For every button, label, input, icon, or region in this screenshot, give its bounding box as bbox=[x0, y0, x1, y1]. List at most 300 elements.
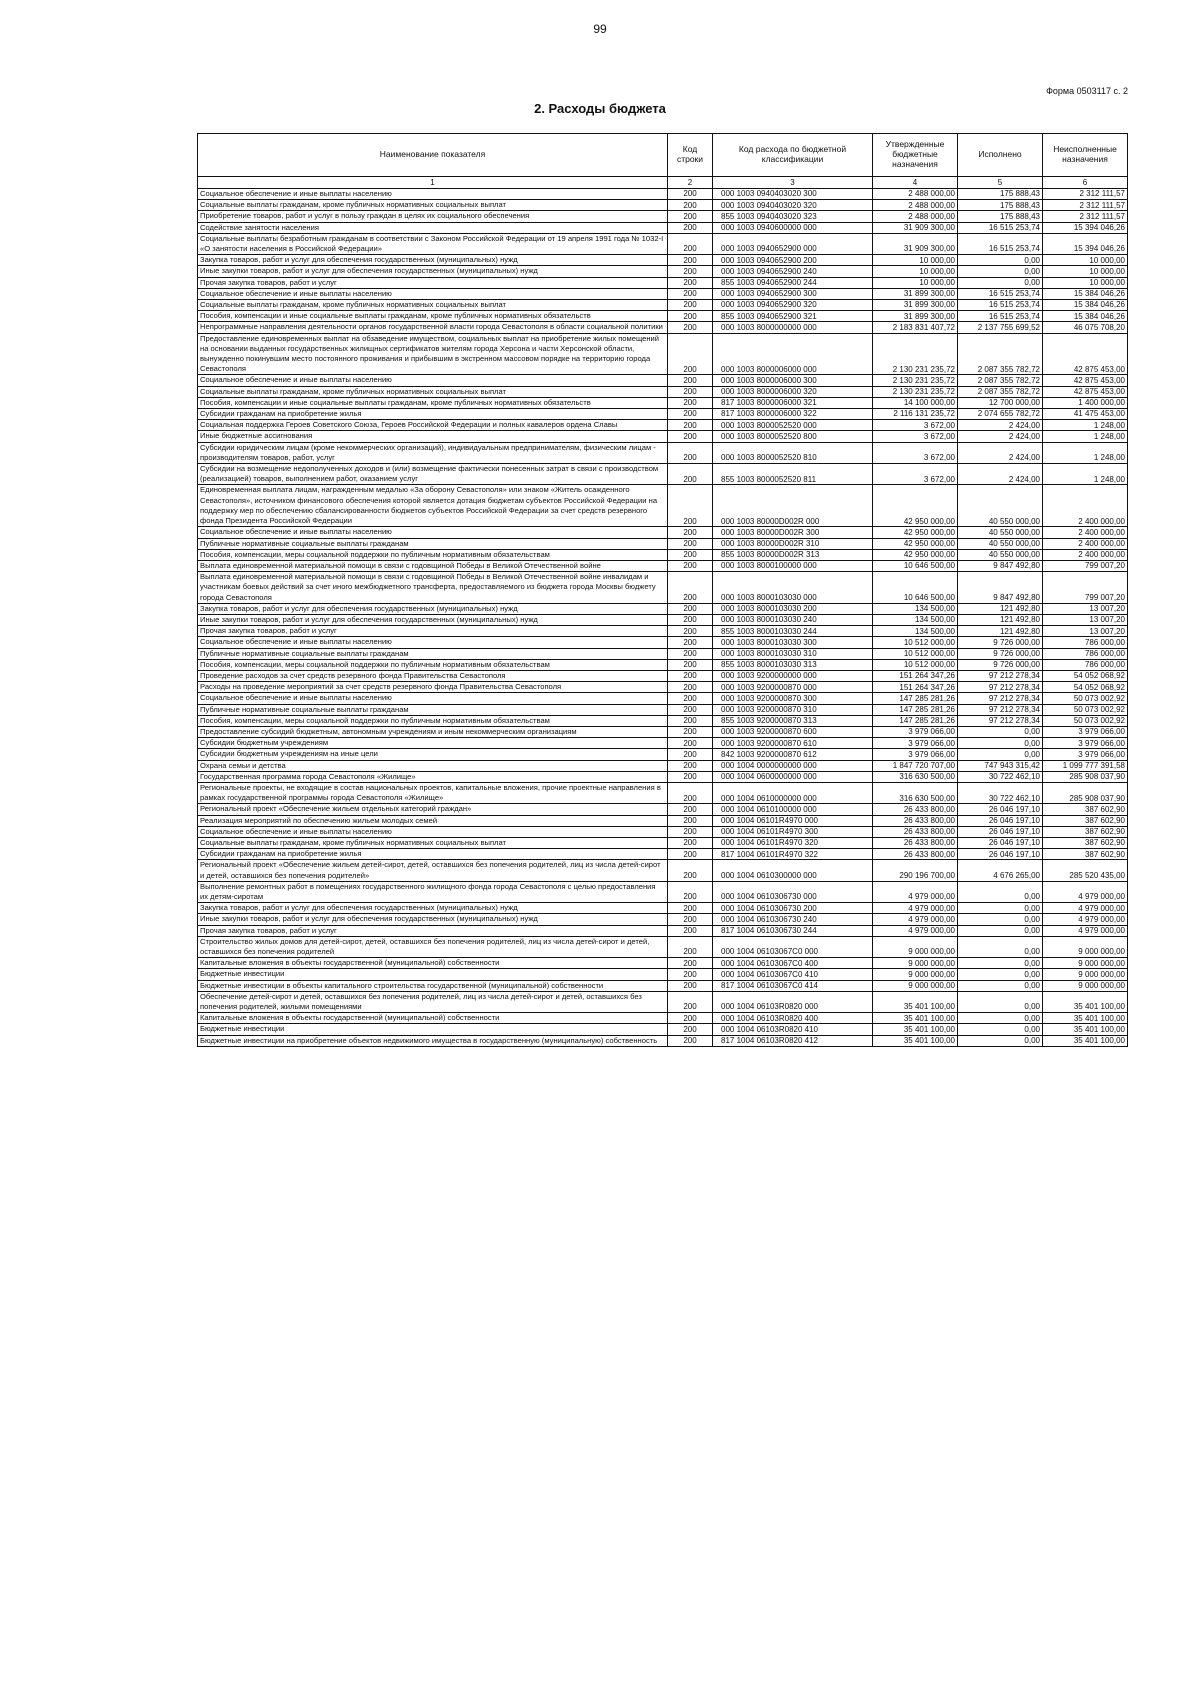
row-approved-amount: 31 909 300,00 bbox=[873, 222, 958, 233]
row-line-code: 200 bbox=[668, 211, 713, 222]
table-row bbox=[198, 1035, 1128, 1046]
row-unexecuted-amount: 50 073 002,92 bbox=[1043, 715, 1128, 726]
row-name: Социальные выплаты гражданам, кроме публичных нормативных социальных выплат bbox=[198, 300, 668, 311]
row-approved-amount: 31 909 300,00 bbox=[873, 233, 958, 254]
row-unexecuted-amount: 387 602,90 bbox=[1043, 826, 1128, 837]
row-unexecuted-amount: 50 073 002,92 bbox=[1043, 704, 1128, 715]
row-name: Государственная программа города Севастополя «Жилище» bbox=[198, 771, 668, 782]
row-line-code: 200 bbox=[668, 771, 713, 782]
row-executed-amount: 0,00 bbox=[958, 969, 1043, 980]
row-executed-amount: 26 046 197,10 bbox=[958, 849, 1043, 860]
row-unexecuted-amount: 387 602,90 bbox=[1043, 849, 1128, 860]
row-executed-amount: 0,00 bbox=[958, 903, 1043, 914]
row-executed-amount: 97 212 278,34 bbox=[958, 715, 1043, 726]
row-executed-amount: 0,00 bbox=[958, 266, 1043, 277]
row-line-code: 200 bbox=[668, 760, 713, 771]
row-executed-amount: 16 515 253,74 bbox=[958, 300, 1043, 311]
row-executed-amount: 9 847 492,80 bbox=[958, 560, 1043, 571]
row-unexecuted-amount: 4 979 000,00 bbox=[1043, 914, 1128, 925]
row-unexecuted-amount: 54 052 068,92 bbox=[1043, 670, 1128, 681]
row-executed-amount: 0,00 bbox=[958, 914, 1043, 925]
table-row bbox=[198, 1024, 1128, 1035]
table-row bbox=[198, 255, 1128, 266]
row-expense-code: 000 1003 8000103030 300 bbox=[713, 637, 873, 648]
row-line-code: 200 bbox=[668, 936, 713, 957]
row-line-code: 200 bbox=[668, 991, 713, 1012]
row-name: Прочая закупка товаров, работ и услуг bbox=[198, 626, 668, 637]
row-executed-amount: 0,00 bbox=[958, 255, 1043, 266]
row-expense-code: 000 1003 0940652900 240 bbox=[713, 266, 873, 277]
table-row bbox=[198, 771, 1128, 782]
row-expense-code: 000 1003 0940403020 300 bbox=[713, 189, 873, 200]
header-row bbox=[198, 134, 1128, 177]
table-row bbox=[198, 549, 1128, 560]
row-approved-amount: 10 000,00 bbox=[873, 266, 958, 277]
row-executed-amount: 2 087 355 782,72 bbox=[958, 386, 1043, 397]
row-line-code: 200 bbox=[668, 715, 713, 726]
row-name: Расходы на проведение мероприятий за счет средств резервного фонда Правительства Севастополя bbox=[198, 682, 668, 693]
row-approved-amount: 26 433 800,00 bbox=[873, 837, 958, 848]
row-expense-code: 000 1003 9200000870 610 bbox=[713, 738, 873, 749]
row-name: Пособия, компенсации, меры социальной поддержки по публичным нормативным обязательствам bbox=[198, 659, 668, 670]
row-name: Социальное обеспечение и иные выплаты населению bbox=[198, 375, 668, 386]
row-name: Публичные нормативные социальные выплаты гражданам bbox=[198, 648, 668, 659]
row-line-code: 200 bbox=[668, 860, 713, 881]
row-unexecuted-amount: 13 007,20 bbox=[1043, 626, 1128, 637]
row-expense-code: 817 1004 06101R4970 322 bbox=[713, 849, 873, 860]
row-unexecuted-amount: 9 000 000,00 bbox=[1043, 936, 1128, 957]
row-name: Обеспечение детей-сирот и детей, оставшихся без попечения родителей, лиц из числа детей-сирот и детей, оставшихся без попечения родителей, жилыми помещениями bbox=[198, 991, 668, 1012]
row-name: Социальные выплаты гражданам, кроме публичных нормативных социальных выплат bbox=[198, 200, 668, 211]
page-title: 2. Расходы бюджета bbox=[534, 101, 666, 116]
row-expense-code: 817 1004 0610306730 244 bbox=[713, 925, 873, 936]
table-row bbox=[198, 431, 1128, 442]
row-unexecuted-amount: 42 875 453,00 bbox=[1043, 333, 1128, 375]
row-line-code: 200 bbox=[668, 527, 713, 538]
row-unexecuted-amount: 9 000 000,00 bbox=[1043, 980, 1128, 991]
table-row bbox=[198, 233, 1128, 254]
table-row bbox=[198, 670, 1128, 681]
row-unexecuted-amount: 10 000,00 bbox=[1043, 266, 1128, 277]
column-number: 2 bbox=[668, 177, 713, 189]
row-name: Иные закупки товаров, работ и услуг для обеспечения государственных (муниципальных) нужд bbox=[198, 266, 668, 277]
row-executed-amount: 2 087 355 782,72 bbox=[958, 333, 1043, 375]
row-approved-amount: 3 672,00 bbox=[873, 420, 958, 431]
row-line-code: 200 bbox=[668, 682, 713, 693]
row-expense-code: 000 1003 8000052520 800 bbox=[713, 431, 873, 442]
row-unexecuted-amount: 9 000 000,00 bbox=[1043, 969, 1128, 980]
table-row bbox=[198, 849, 1128, 860]
table-row bbox=[198, 222, 1128, 233]
row-unexecuted-amount: 3 979 066,00 bbox=[1043, 749, 1128, 760]
row-line-code: 200 bbox=[668, 189, 713, 200]
table-row bbox=[198, 333, 1128, 375]
row-name: Выплата единовременной материальной помощи в связи с годовщиной Победы в Великой Отечественной войне инвалидам и участникам боевых действий за счет иного межбюджетного трансферта, предоставляемого из бюджета города Москвы бюджету города Севастополя bbox=[198, 572, 668, 604]
row-approved-amount: 31 899 300,00 bbox=[873, 288, 958, 299]
row-line-code: 200 bbox=[668, 693, 713, 704]
row-name: Содействие занятости населения bbox=[198, 222, 668, 233]
table-row bbox=[198, 375, 1128, 386]
row-expense-code: 855 1003 8000052520 811 bbox=[713, 464, 873, 485]
row-line-code: 200 bbox=[668, 266, 713, 277]
row-approved-amount: 316 630 500,00 bbox=[873, 771, 958, 782]
row-line-code: 200 bbox=[668, 726, 713, 737]
row-unexecuted-amount: 15 384 046,26 bbox=[1043, 288, 1128, 299]
row-executed-amount: 30 722 462,10 bbox=[958, 782, 1043, 803]
row-executed-amount: 2 137 755 699,52 bbox=[958, 322, 1043, 333]
row-expense-code: 000 1003 8000006000 300 bbox=[713, 375, 873, 386]
header-name: Наименование показателя bbox=[198, 134, 668, 177]
row-line-code: 200 bbox=[668, 560, 713, 571]
table-row bbox=[198, 637, 1128, 648]
row-unexecuted-amount: 1 248,00 bbox=[1043, 420, 1128, 431]
row-executed-amount: 9 726 000,00 bbox=[958, 659, 1043, 670]
row-executed-amount: 40 550 000,00 bbox=[958, 485, 1043, 527]
row-executed-amount: 0,00 bbox=[958, 738, 1043, 749]
row-unexecuted-amount: 2 400 000,00 bbox=[1043, 538, 1128, 549]
row-approved-amount: 3 979 066,00 bbox=[873, 738, 958, 749]
row-name: Субсидии гражданам на приобретение жилья bbox=[198, 849, 668, 860]
row-name: Иные закупки товаров, работ и услуг для обеспечения государственных (муниципальных) нужд bbox=[198, 914, 668, 925]
row-unexecuted-amount: 3 979 066,00 bbox=[1043, 726, 1128, 737]
row-line-code: 200 bbox=[668, 881, 713, 902]
row-name: Субсидии юридическим лицам (кроме некоммерческих организаций), индивидуальным предпринимателям, физическим лицам - производителям товаров, работ, услуг bbox=[198, 442, 668, 463]
row-executed-amount: 26 046 197,10 bbox=[958, 837, 1043, 848]
column-number: 1 bbox=[198, 177, 668, 189]
row-approved-amount: 147 285 281,26 bbox=[873, 704, 958, 715]
row-expense-code: 855 1003 0940403020 323 bbox=[713, 211, 873, 222]
row-expense-code: 817 1004 06103067C0 414 bbox=[713, 980, 873, 991]
row-expense-code: 000 1004 0610100000 000 bbox=[713, 804, 873, 815]
table-row bbox=[198, 572, 1128, 604]
row-name: Бюджетные инвестиции bbox=[198, 969, 668, 980]
row-executed-amount: 2 424,00 bbox=[958, 431, 1043, 442]
row-line-code: 200 bbox=[668, 485, 713, 527]
row-expense-code: 000 1004 06103067C0 000 bbox=[713, 936, 873, 957]
row-executed-amount: 40 550 000,00 bbox=[958, 538, 1043, 549]
row-executed-amount: 4 676 265,00 bbox=[958, 860, 1043, 881]
table-row bbox=[198, 300, 1128, 311]
row-expense-code: 000 1004 06103R0820 410 bbox=[713, 1024, 873, 1035]
row-expense-code: 000 1004 0610000000 000 bbox=[713, 782, 873, 803]
row-executed-amount: 0,00 bbox=[958, 958, 1043, 969]
row-approved-amount: 35 401 100,00 bbox=[873, 1013, 958, 1024]
table-row bbox=[198, 1013, 1128, 1024]
table-row bbox=[198, 420, 1128, 431]
row-executed-amount: 9 726 000,00 bbox=[958, 637, 1043, 648]
row-executed-amount: 0,00 bbox=[958, 1013, 1043, 1024]
row-unexecuted-amount: 15 384 046,26 bbox=[1043, 311, 1128, 322]
row-unexecuted-amount: 13 007,20 bbox=[1043, 614, 1128, 625]
row-approved-amount: 2 130 231 235,72 bbox=[873, 333, 958, 375]
row-name: Строительство жилых домов для детей-сирот, детей, оставшихся без попечения родителей, лиц из числа детей-сирот и детей, оставшихся без попечения родителей bbox=[198, 936, 668, 957]
row-name: Социальные выплаты безработным гражданам в соответствии с Законом Российской Федерации от 19 апреля 1991 года № 1032-I «О занятости населения в Российской Федерации» bbox=[198, 233, 668, 254]
row-executed-amount: 16 515 253,74 bbox=[958, 233, 1043, 254]
row-unexecuted-amount: 1 248,00 bbox=[1043, 431, 1128, 442]
row-approved-amount: 31 899 300,00 bbox=[873, 300, 958, 311]
row-unexecuted-amount: 54 052 068,92 bbox=[1043, 682, 1128, 693]
row-approved-amount: 3 979 066,00 bbox=[873, 749, 958, 760]
row-approved-amount: 2 130 231 235,72 bbox=[873, 375, 958, 386]
row-line-code: 200 bbox=[668, 464, 713, 485]
row-unexecuted-amount: 42 875 453,00 bbox=[1043, 375, 1128, 386]
row-name: Единовременная выплата лицам, награжденным медалью «За оборону Севастополя» или знаком «Житель осажденного Севастополя», источником финансового обеспечения которой является дотация бюджетам субъектов Российской Федерации на поддержку мер по обеспечению сбалансированности бюджетов субъектов Российской Федерации за счет средств резервного фонда Президента Российской Федерации bbox=[198, 485, 668, 527]
table-row bbox=[198, 659, 1128, 670]
row-unexecuted-amount: 15 384 046,26 bbox=[1043, 300, 1128, 311]
row-line-code: 200 bbox=[668, 375, 713, 386]
row-line-code: 200 bbox=[668, 442, 713, 463]
row-line-code: 200 bbox=[668, 322, 713, 333]
row-name: Капитальные вложения в объекты государственной (муниципальной) собственности bbox=[198, 1013, 668, 1024]
row-name: Предоставление субсидий бюджетным, автономным учреждениям и иным некоммерческим организациям bbox=[198, 726, 668, 737]
row-executed-amount: 97 212 278,34 bbox=[958, 682, 1043, 693]
row-approved-amount: 35 401 100,00 bbox=[873, 1024, 958, 1035]
table-row bbox=[198, 738, 1128, 749]
row-approved-amount: 134 500,00 bbox=[873, 614, 958, 625]
row-approved-amount: 35 401 100,00 bbox=[873, 991, 958, 1012]
row-expense-code: 000 1004 0610306730 000 bbox=[713, 881, 873, 902]
row-executed-amount: 12 700 000,00 bbox=[958, 397, 1043, 408]
row-line-code: 200 bbox=[668, 782, 713, 803]
table-row bbox=[198, 760, 1128, 771]
row-executed-amount: 2 424,00 bbox=[958, 442, 1043, 463]
row-executed-amount: 175 888,43 bbox=[958, 200, 1043, 211]
row-approved-amount: 10 512 000,00 bbox=[873, 648, 958, 659]
row-line-code: 200 bbox=[668, 659, 713, 670]
row-executed-amount: 26 046 197,10 bbox=[958, 815, 1043, 826]
row-unexecuted-amount: 10 000,00 bbox=[1043, 255, 1128, 266]
table-row bbox=[198, 538, 1128, 549]
row-unexecuted-amount: 41 475 453,00 bbox=[1043, 409, 1128, 420]
row-approved-amount: 151 264 347,26 bbox=[873, 682, 958, 693]
row-unexecuted-amount: 285 520 435,00 bbox=[1043, 860, 1128, 881]
row-line-code: 200 bbox=[668, 277, 713, 288]
header-line-code: Код строки bbox=[668, 134, 713, 177]
row-expense-code: 855 1003 9200000870 313 bbox=[713, 715, 873, 726]
row-executed-amount: 0,00 bbox=[958, 726, 1043, 737]
table-row bbox=[198, 980, 1128, 991]
table-row bbox=[198, 804, 1128, 815]
row-name: Пособия, компенсации и иные социальные выплаты гражданам, кроме публичных нормативных обязательств bbox=[198, 397, 668, 408]
row-unexecuted-amount: 786 000,00 bbox=[1043, 648, 1128, 659]
row-unexecuted-amount: 387 602,90 bbox=[1043, 815, 1128, 826]
row-expense-code: 000 1003 0940652900 200 bbox=[713, 255, 873, 266]
table-row bbox=[198, 614, 1128, 625]
row-name: Бюджетные инвестиции bbox=[198, 1024, 668, 1035]
row-approved-amount: 316 630 500,00 bbox=[873, 782, 958, 803]
row-unexecuted-amount: 42 875 453,00 bbox=[1043, 386, 1128, 397]
row-name: Предоставление единовременных выплат на обзаведение имуществом, социальных выплат на приобретение жилых помещений на основании выданных государственных жилищных сертификатов жителям города Херсона и части Херсонской области, вынужденно покинувшим место постоянного проживания и прибывшим в экстренном массовом порядке на территорию города Севастополя bbox=[198, 333, 668, 375]
row-executed-amount: 121 492,80 bbox=[958, 603, 1043, 614]
row-name: Пособия, компенсации, меры социальной поддержки по публичным нормативным обязательствам bbox=[198, 549, 668, 560]
column-number: 6 bbox=[1043, 177, 1128, 189]
row-line-code: 200 bbox=[668, 333, 713, 375]
row-unexecuted-amount: 1 400 000,00 bbox=[1043, 397, 1128, 408]
row-unexecuted-amount: 285 908 037,90 bbox=[1043, 771, 1128, 782]
table-row bbox=[198, 715, 1128, 726]
row-expense-code: 000 1004 0610300000 000 bbox=[713, 860, 873, 881]
row-unexecuted-amount: 786 000,00 bbox=[1043, 637, 1128, 648]
row-name: Непрограммные направления деятельности органов государственной власти города Севастополя в области социальной политики bbox=[198, 322, 668, 333]
row-name: Бюджетные инвестиции в объекты капитального строительства государственной (муниципальной) собственности bbox=[198, 980, 668, 991]
row-executed-amount: 2 424,00 bbox=[958, 464, 1043, 485]
row-name: Субсидии на возмещение недополученных доходов и (или) возмещение фактически понесенных затрат в связи с производством (реализацией) товаров, выполнением работ, оказанием услуг bbox=[198, 464, 668, 485]
row-line-code: 200 bbox=[668, 925, 713, 936]
row-approved-amount: 2 488 000,00 bbox=[873, 200, 958, 211]
row-name: Проведение расходов за счет средств резервного фонда Правительства Севастополя bbox=[198, 670, 668, 681]
row-name: Субсидии бюджетным учреждениям bbox=[198, 738, 668, 749]
row-expense-code: 000 1003 80000D002R 300 bbox=[713, 527, 873, 538]
row-approved-amount: 31 899 300,00 bbox=[873, 311, 958, 322]
table-row bbox=[198, 464, 1128, 485]
row-executed-amount: 2 087 355 782,72 bbox=[958, 375, 1043, 386]
row-expense-code: 000 1003 8000103030 200 bbox=[713, 603, 873, 614]
row-line-code: 200 bbox=[668, 648, 713, 659]
row-name: Прочая закупка товаров, работ и услуг bbox=[198, 277, 668, 288]
row-unexecuted-amount: 4 979 000,00 bbox=[1043, 925, 1128, 936]
row-line-code: 200 bbox=[668, 603, 713, 614]
row-approved-amount: 9 000 000,00 bbox=[873, 980, 958, 991]
row-unexecuted-amount: 9 000 000,00 bbox=[1043, 958, 1128, 969]
row-line-code: 200 bbox=[668, 815, 713, 826]
row-line-code: 200 bbox=[668, 200, 713, 211]
table-row bbox=[198, 442, 1128, 463]
table-body bbox=[198, 189, 1128, 1047]
table-row bbox=[198, 914, 1128, 925]
row-expense-code: 855 1003 80000D002R 313 bbox=[713, 549, 873, 560]
row-executed-amount: 0,00 bbox=[958, 749, 1043, 760]
row-unexecuted-amount: 4 979 000,00 bbox=[1043, 903, 1128, 914]
row-name: Охрана семьи и детства bbox=[198, 760, 668, 771]
header-unexecuted: Неисполненные назначения bbox=[1043, 134, 1128, 177]
row-executed-amount: 175 888,43 bbox=[958, 189, 1043, 200]
header-expense-code: Код расхода по бюджетной классификации bbox=[713, 134, 873, 177]
row-line-code: 200 bbox=[668, 549, 713, 560]
row-approved-amount: 2 116 131 235,72 bbox=[873, 409, 958, 420]
row-unexecuted-amount: 1 099 777 391,58 bbox=[1043, 760, 1128, 771]
row-expense-code: 000 1004 0610306730 240 bbox=[713, 914, 873, 925]
row-executed-amount: 0,00 bbox=[958, 991, 1043, 1012]
table-row bbox=[198, 991, 1128, 1012]
row-line-code: 200 bbox=[668, 397, 713, 408]
row-expense-code: 000 1003 8000006000 000 bbox=[713, 333, 873, 375]
row-approved-amount: 42 950 000,00 bbox=[873, 538, 958, 549]
column-number-row bbox=[198, 177, 1128, 189]
table-row bbox=[198, 837, 1128, 848]
row-approved-amount: 147 285 281,26 bbox=[873, 715, 958, 726]
row-expense-code: 000 1004 0610306730 200 bbox=[713, 903, 873, 914]
row-expense-code: 000 1004 06101R4970 320 bbox=[713, 837, 873, 848]
row-expense-code: 855 1003 0940652900 321 bbox=[713, 311, 873, 322]
row-expense-code: 000 1004 0600000000 000 bbox=[713, 771, 873, 782]
table-row bbox=[198, 322, 1128, 333]
row-unexecuted-amount: 2 400 000,00 bbox=[1043, 527, 1128, 538]
row-expense-code: 000 1003 9200000870 310 bbox=[713, 704, 873, 715]
row-line-code: 200 bbox=[668, 626, 713, 637]
row-unexecuted-amount: 35 401 100,00 bbox=[1043, 1035, 1128, 1046]
row-approved-amount: 4 979 000,00 bbox=[873, 925, 958, 936]
row-unexecuted-amount: 1 248,00 bbox=[1043, 464, 1128, 485]
row-unexecuted-amount: 387 602,90 bbox=[1043, 804, 1128, 815]
table-row bbox=[198, 311, 1128, 322]
row-unexecuted-amount: 2 400 000,00 bbox=[1043, 485, 1128, 527]
row-expense-code: 000 1003 9200000870 600 bbox=[713, 726, 873, 737]
table-row bbox=[198, 211, 1128, 222]
row-approved-amount: 10 000,00 bbox=[873, 277, 958, 288]
row-unexecuted-amount: 1 248,00 bbox=[1043, 442, 1128, 463]
row-name: Социальная поддержка Героев Советского Союза, Героев Российской Федерации и полных кавалеров ордена Славы bbox=[198, 420, 668, 431]
row-expense-code: 000 1003 9200000870 300 bbox=[713, 693, 873, 704]
row-name: Закупка товаров, работ и услуг для обеспечения государственных (муниципальных) нужд bbox=[198, 903, 668, 914]
row-name: Публичные нормативные социальные выплаты гражданам bbox=[198, 704, 668, 715]
row-line-code: 200 bbox=[668, 637, 713, 648]
row-executed-amount: 0,00 bbox=[958, 277, 1043, 288]
row-unexecuted-amount: 799 007,20 bbox=[1043, 560, 1128, 571]
row-executed-amount: 30 722 462,10 bbox=[958, 771, 1043, 782]
row-approved-amount: 10 646 500,00 bbox=[873, 572, 958, 604]
row-approved-amount: 26 433 800,00 bbox=[873, 815, 958, 826]
row-expense-code: 000 1004 06103R0820 400 bbox=[713, 1013, 873, 1024]
row-line-code: 200 bbox=[668, 1024, 713, 1035]
row-unexecuted-amount: 10 000,00 bbox=[1043, 277, 1128, 288]
row-unexecuted-amount: 2 312 111,57 bbox=[1043, 200, 1128, 211]
row-unexecuted-amount: 35 401 100,00 bbox=[1043, 991, 1128, 1012]
row-expense-code: 000 1004 06101R4970 300 bbox=[713, 826, 873, 837]
row-approved-amount: 2 488 000,00 bbox=[873, 211, 958, 222]
row-approved-amount: 134 500,00 bbox=[873, 603, 958, 614]
row-name: Социальные выплаты гражданам, кроме публичных нормативных социальных выплат bbox=[198, 386, 668, 397]
row-name: Региональные проекты, не входящие в состав национальных проектов, капитальные вложения, прочие проектные направления в рамках государственной программы города Севастополя «Жилище» bbox=[198, 782, 668, 803]
row-line-code: 200 bbox=[668, 704, 713, 715]
row-executed-amount: 16 515 253,74 bbox=[958, 311, 1043, 322]
row-expense-code: 000 1003 0940652900 300 bbox=[713, 288, 873, 299]
row-line-code: 200 bbox=[668, 420, 713, 431]
row-expense-code: 000 1003 0940600000 000 bbox=[713, 222, 873, 233]
row-approved-amount: 134 500,00 bbox=[873, 626, 958, 637]
row-line-code: 200 bbox=[668, 255, 713, 266]
row-expense-code: 000 1003 8000103030 240 bbox=[713, 614, 873, 625]
row-line-code: 200 bbox=[668, 738, 713, 749]
row-approved-amount: 3 979 066,00 bbox=[873, 726, 958, 737]
row-executed-amount: 747 943 315,42 bbox=[958, 760, 1043, 771]
table-row bbox=[198, 189, 1128, 200]
row-line-code: 200 bbox=[668, 958, 713, 969]
table-row bbox=[198, 266, 1128, 277]
row-expense-code: 842 1003 9200000870 612 bbox=[713, 749, 873, 760]
row-expense-code: 000 1004 0000000000 000 bbox=[713, 760, 873, 771]
row-line-code: 200 bbox=[668, 1035, 713, 1046]
row-unexecuted-amount: 3 979 066,00 bbox=[1043, 738, 1128, 749]
row-name: Капитальные вложения в объекты государственной (муниципальной) собственности bbox=[198, 958, 668, 969]
row-executed-amount: 0,00 bbox=[958, 1035, 1043, 1046]
header-approved: Утвержденные бюджетные назначения bbox=[873, 134, 958, 177]
table-row bbox=[198, 726, 1128, 737]
row-line-code: 200 bbox=[668, 431, 713, 442]
row-name: Социальное обеспечение и иные выплаты населению bbox=[198, 189, 668, 200]
row-executed-amount: 26 046 197,10 bbox=[958, 804, 1043, 815]
row-approved-amount: 4 979 000,00 bbox=[873, 914, 958, 925]
row-executed-amount: 40 550 000,00 bbox=[958, 527, 1043, 538]
row-name: Социальные выплаты гражданам, кроме публичных нормативных социальных выплат bbox=[198, 837, 668, 848]
row-unexecuted-amount: 35 401 100,00 bbox=[1043, 1024, 1128, 1035]
row-unexecuted-amount: 2 312 111,57 bbox=[1043, 189, 1128, 200]
row-executed-amount: 16 515 253,74 bbox=[958, 222, 1043, 233]
row-approved-amount: 3 672,00 bbox=[873, 464, 958, 485]
row-name: Пособия, компенсации, меры социальной поддержки по публичным нормативным обязательствам bbox=[198, 715, 668, 726]
column-number: 5 bbox=[958, 177, 1043, 189]
row-executed-amount: 26 046 197,10 bbox=[958, 826, 1043, 837]
row-line-code: 200 bbox=[668, 311, 713, 322]
